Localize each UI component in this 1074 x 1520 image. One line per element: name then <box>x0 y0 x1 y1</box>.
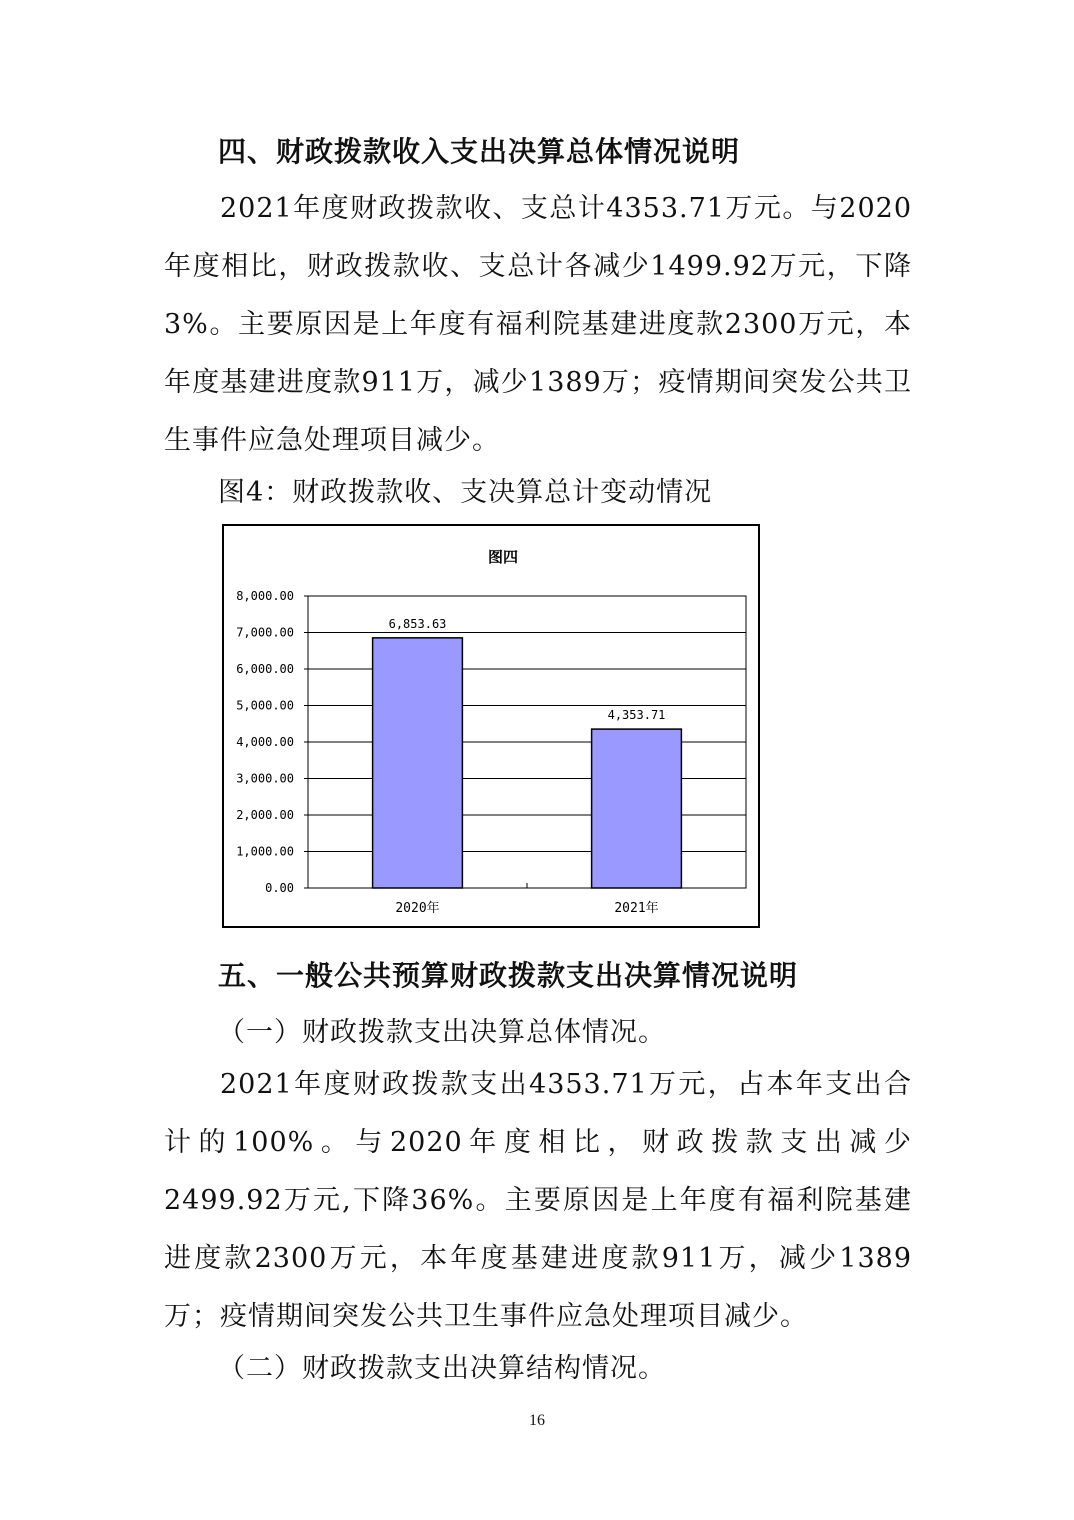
chart-title: 图四 <box>487 548 519 566</box>
bar-chart <box>224 526 758 926</box>
bar-value-label: 6,853.63 <box>388 616 447 631</box>
section-4-heading: 四、财政拨款收入支出决算总体情况说明 <box>218 135 741 168</box>
y-tick-label: 0.00 <box>265 881 294 895</box>
x-tick-label: 2020年 <box>395 901 440 916</box>
bar-value-label: 4,353.71 <box>607 708 666 723</box>
figure-caption: 图4：财政拨款收、支决算总计变动情况 <box>218 477 713 508</box>
y-tick-label: 1,000.00 <box>236 844 294 859</box>
y-tick-label: 5,000.00 <box>236 698 294 713</box>
y-tick-label: 3,000.00 <box>236 771 294 786</box>
y-tick-label: 6,000.00 <box>236 662 294 676</box>
y-tick-label: 7,000.00 <box>236 625 294 640</box>
bar-chart-frame <box>222 524 760 928</box>
section-5-subheading-1: （一）财政拨款支出决算总体情况。 <box>218 1017 666 1048</box>
section-5-heading: 五、一般公共预算财政拨款支出决算情况说明 <box>218 959 799 992</box>
bar <box>592 729 682 888</box>
section-5-subheading-2: （二）财政拨款支出决算结构情况。 <box>218 1353 666 1384</box>
bar <box>373 638 463 888</box>
section-5-paragraph: 2021年度财政拨款支出4353.71万元，占本年支出合计的100%。与2020年度相比，财政拨款支出减少2499.92万元,下降36%。主要原因是上年度有福利院基建进度款2300万元，本年度基建进度款911万，减少1389万；疫情期间突发公共卫生事件应急处理项目减少。 <box>164 1069 912 1332</box>
page-number: 16 <box>529 1412 545 1429</box>
y-tick-label: 4,000.00 <box>236 735 294 749</box>
x-tick-label: 2021年 <box>614 901 659 916</box>
y-tick-label: 2,000.00 <box>236 808 294 822</box>
y-tick-label: 8,000.00 <box>236 589 294 603</box>
section-4-paragraph: 2021年度财政拨款收、支总计4353.71万元。与2020年度相比，财政拨款收、支总计各减少1499.92万元，下降3%。主要原因是上年度有福利院基建进度款2300万元，本年度基建进度款911万，减少1389万；疫情期间突发公共卫生事件应急处理项目减少。 <box>164 193 912 456</box>
